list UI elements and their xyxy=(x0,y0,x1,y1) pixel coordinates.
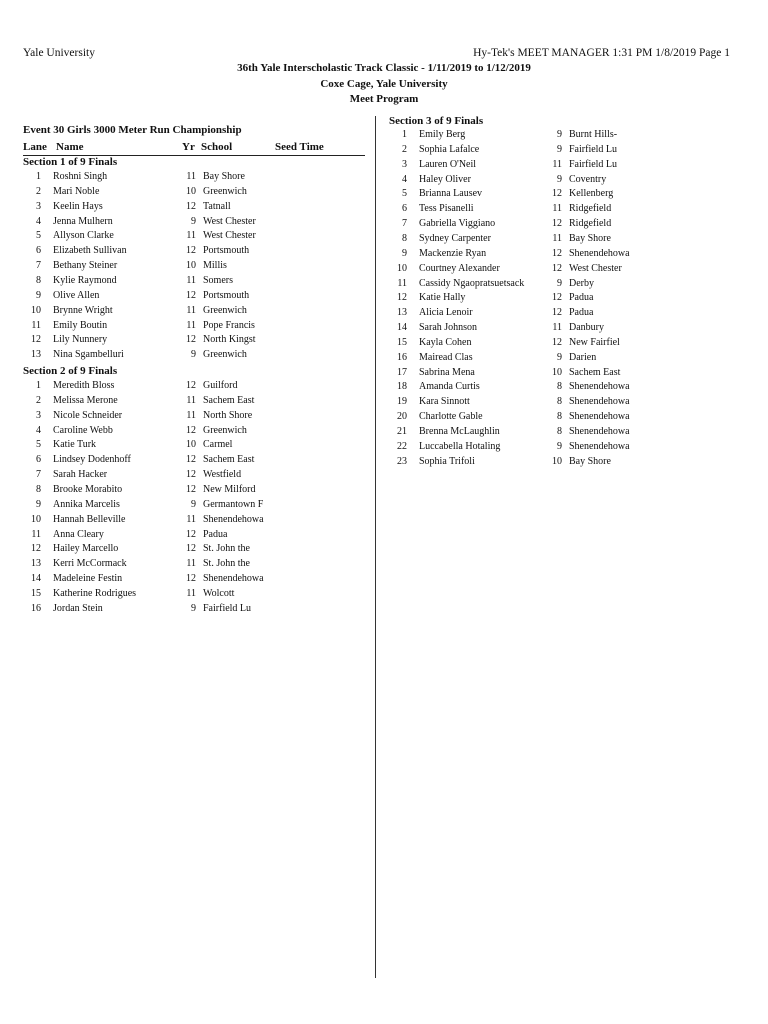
athlete-year: 8 xyxy=(557,411,562,423)
athlete-year: 10 xyxy=(186,260,196,272)
lane-number: 11 xyxy=(397,277,407,289)
athlete-name: Lindsey Dodenhoff xyxy=(53,454,131,466)
athlete-year: 11 xyxy=(186,558,196,570)
lane-number: 13 xyxy=(31,349,41,361)
section-header: Section 3 of 9 Finals xyxy=(389,115,484,127)
entry-row xyxy=(389,307,731,322)
athlete-name: Madeleine Festin xyxy=(53,573,123,584)
school-name: North Shore xyxy=(203,409,253,421)
lane-number: 11 xyxy=(31,528,41,540)
school-name: Derby xyxy=(569,277,594,289)
athlete-name: Courtney Alexander xyxy=(419,262,500,274)
lane-number: 3 xyxy=(36,409,41,421)
school-name: Carmel xyxy=(203,439,233,451)
athlete-year: 11 xyxy=(186,274,196,286)
lane-number: 15 xyxy=(397,336,407,348)
entry-row xyxy=(389,426,731,441)
athlete-name: Caroline Webb xyxy=(53,424,113,436)
lane-number: 9 xyxy=(36,498,41,510)
athlete-year: 12 xyxy=(186,334,196,346)
school-name: West Chester xyxy=(203,230,256,242)
athlete-year: 9 xyxy=(191,498,196,510)
athlete-year: 10 xyxy=(186,439,196,451)
athlete-name: Alicia Lenoir xyxy=(419,307,473,319)
lane-number: 14 xyxy=(397,322,407,333)
athlete-name: Elizabeth Sullivan xyxy=(53,245,127,257)
entry-row xyxy=(23,320,365,335)
athlete-year: 11 xyxy=(186,394,196,406)
athlete-year: 12 xyxy=(186,469,196,481)
athlete-year: 11 xyxy=(552,203,562,215)
school-name: Sachem East xyxy=(203,454,255,466)
athlete-name: Lauren O'Neil xyxy=(419,158,477,170)
athlete-name: Haley Oliver xyxy=(419,173,471,185)
athlete-year: 9 xyxy=(557,277,562,289)
entry-row xyxy=(23,514,365,529)
athlete-name: Annika Marcelis xyxy=(53,498,120,510)
athlete-year: 12 xyxy=(552,262,562,274)
lane-number: 4 xyxy=(36,424,41,436)
lane-number: 10 xyxy=(397,262,407,274)
entry-row xyxy=(23,334,365,349)
entry-row xyxy=(23,573,365,588)
athlete-year: 9 xyxy=(557,173,562,185)
entry-row xyxy=(23,469,365,484)
entry-row xyxy=(23,410,365,425)
school-name: Kellenberg xyxy=(569,188,614,200)
event-title: Event 30 Girls 3000 Meter Run Championship xyxy=(23,124,242,136)
entry-row xyxy=(23,499,365,514)
entry-row xyxy=(389,144,731,159)
athlete-name: Meredith Bloss xyxy=(53,380,115,391)
lane-number: 1 xyxy=(36,171,41,182)
athlete-year: 12 xyxy=(552,336,562,348)
lane-number: 6 xyxy=(402,203,407,215)
section-header: Section 2 of 9 Finals xyxy=(23,365,118,377)
athlete-name: Mari Noble xyxy=(53,185,100,197)
school-name: St. John the xyxy=(203,558,250,570)
lane-number: 9 xyxy=(402,247,407,259)
entry-row xyxy=(389,233,731,248)
entry-row xyxy=(23,425,365,440)
school-name: Shenendehowa xyxy=(569,426,630,437)
lane-number: 19 xyxy=(397,396,407,408)
athlete-year: 9 xyxy=(557,351,562,363)
lane-number: 8 xyxy=(36,483,41,495)
lane-number: 12 xyxy=(397,292,407,304)
lane-number: 4 xyxy=(36,215,41,227)
athlete-name: Mackenzie Ryan xyxy=(419,247,487,259)
meet-title: 36th Yale Interscholastic Track Classic - 1/11/2019 to 1/12/2019 xyxy=(237,62,531,74)
school-name: North Kingst xyxy=(203,334,256,346)
school-name: Portsmouth xyxy=(203,245,250,257)
athlete-name: Nina Sgambelluri xyxy=(53,349,124,361)
lane-number: 1 xyxy=(36,380,41,391)
school-name: Bay Shore xyxy=(569,232,611,244)
school-name: New Milford xyxy=(203,483,256,495)
entry-row xyxy=(23,439,365,454)
entry-row xyxy=(23,395,365,410)
athlete-name: Kayla Cohen xyxy=(419,336,472,348)
lane-number: 5 xyxy=(36,230,41,242)
school-name: Greenwich xyxy=(203,185,247,197)
entry-row xyxy=(23,201,365,216)
entry-row xyxy=(23,260,365,275)
lane-number: 21 xyxy=(397,426,407,437)
org-name: Yale University xyxy=(23,47,95,59)
athlete-name: Brooke Morabito xyxy=(53,483,123,495)
school-name: New Fairfiel xyxy=(569,336,620,348)
entry-row xyxy=(389,292,731,307)
athlete-year: 11 xyxy=(186,319,196,331)
school-name: Pope Francis xyxy=(203,319,255,331)
athlete-name: Kara Sinnott xyxy=(419,396,470,408)
entry-row xyxy=(389,367,731,382)
athlete-name: Amanda Curtis xyxy=(419,381,480,393)
athlete-name: Brianna Lausev xyxy=(419,188,483,200)
entry-row xyxy=(389,396,731,411)
athlete-name: Lily Nunnery xyxy=(53,334,108,346)
lane-number: 2 xyxy=(36,394,41,406)
lane-number: 7 xyxy=(36,260,41,272)
entry-row xyxy=(23,588,365,603)
school-name: Shenendehowa xyxy=(569,381,630,393)
athlete-year: 11 xyxy=(186,409,196,421)
lane-number: 4 xyxy=(402,173,407,185)
school-name: Greenwich xyxy=(203,304,247,316)
athlete-name: Brenna McLaughlin xyxy=(419,426,500,437)
athlete-name: Bethany Steiner xyxy=(53,260,118,272)
entry-row xyxy=(23,454,365,469)
athlete-year: 10 xyxy=(552,366,562,378)
lane-number: 6 xyxy=(36,245,41,257)
lane-number: 1 xyxy=(402,129,407,140)
athlete-name: Sabrina Mena xyxy=(419,366,475,378)
athlete-year: 9 xyxy=(191,215,196,227)
school-name: Burnt Hills- xyxy=(569,129,618,140)
meet-program-title: Meet Program xyxy=(349,93,419,105)
athlete-name: Tess Pisanelli xyxy=(419,203,474,215)
athlete-name: Cassidy Ngaopratsuetsack xyxy=(419,277,525,289)
athlete-year: 12 xyxy=(186,454,196,466)
entry-row xyxy=(23,543,365,558)
lane-number: 17 xyxy=(397,366,407,378)
school-name: Shenendehowa xyxy=(203,573,264,584)
col-school: School xyxy=(201,141,233,153)
entry-row xyxy=(389,218,731,233)
school-name: Darien xyxy=(569,351,597,363)
lane-number: 10 xyxy=(31,304,41,316)
athlete-year: 8 xyxy=(557,396,562,408)
athlete-year: 12 xyxy=(186,573,196,584)
athlete-year: 11 xyxy=(186,171,196,182)
school-name: Bay Shore xyxy=(203,171,245,182)
col-lane: Lane xyxy=(23,141,47,153)
athlete-name: Emily Berg xyxy=(419,129,466,140)
athlete-year: 11 xyxy=(186,230,196,242)
entry-row xyxy=(389,352,731,367)
athlete-year: 8 xyxy=(557,426,562,437)
athlete-year: 10 xyxy=(552,455,562,467)
athlete-year: 12 xyxy=(186,543,196,555)
school-name: Padua xyxy=(569,307,594,319)
entry-row xyxy=(23,529,365,544)
athlete-year: 9 xyxy=(191,602,196,614)
athlete-name: Kylie Raymond xyxy=(53,274,117,286)
entry-row xyxy=(389,159,731,174)
athlete-name: Katie Turk xyxy=(53,439,97,451)
col-name: Name xyxy=(56,141,84,153)
school-name: Sachem East xyxy=(203,394,255,406)
entry-row xyxy=(389,411,731,426)
school-name: Danbury xyxy=(569,322,604,333)
entry-row xyxy=(23,305,365,320)
school-name: Fairfield Lu xyxy=(569,158,618,170)
athlete-name: Nicole Schneider xyxy=(53,409,123,421)
entry-row xyxy=(389,129,731,144)
school-name: Greenwich xyxy=(203,349,247,361)
entry-row xyxy=(389,456,731,471)
athlete-name: Jordan Stein xyxy=(53,602,103,614)
column-header xyxy=(23,141,365,156)
lane-number: 20 xyxy=(397,411,407,423)
entry-row xyxy=(389,322,731,337)
lane-number: 8 xyxy=(36,274,41,286)
lane-number: 7 xyxy=(36,469,41,481)
col-seed-time: Seed Time xyxy=(275,141,324,153)
athlete-name: Charlotte Gable xyxy=(419,411,483,423)
lane-number: 23 xyxy=(397,455,407,467)
entry-row xyxy=(389,337,731,352)
athlete-year: 12 xyxy=(552,188,562,200)
school-name: Shenendehowa xyxy=(569,411,630,423)
athlete-name: Kerri McCormack xyxy=(53,558,127,570)
athlete-name: Sydney Carpenter xyxy=(419,232,491,244)
entry-row xyxy=(389,263,731,278)
athlete-name: Allyson Clarke xyxy=(53,230,114,242)
athlete-name: Gabriella Viggiano xyxy=(419,218,496,230)
entry-row xyxy=(23,275,365,290)
school-name: Greenwich xyxy=(203,424,247,436)
entry-row xyxy=(23,558,365,573)
school-name: St. John the xyxy=(203,543,250,555)
school-name: Millis xyxy=(203,260,227,272)
entry-row xyxy=(23,245,365,260)
col-yr: Yr xyxy=(182,141,195,153)
athlete-name: Sarah Hacker xyxy=(53,469,108,481)
meet-venue: Coxe Cage, Yale University xyxy=(320,78,448,90)
athlete-year: 11 xyxy=(186,513,196,525)
lane-number: 12 xyxy=(31,334,41,346)
athlete-name: Hailey Marcello xyxy=(53,543,119,555)
entry-row xyxy=(23,603,365,618)
athlete-year: 9 xyxy=(557,129,562,140)
athlete-year: 9 xyxy=(557,440,562,452)
athlete-name: Katherine Rodrigues xyxy=(53,587,137,599)
lane-number: 18 xyxy=(397,381,407,393)
athlete-name: Katie Hally xyxy=(419,292,466,304)
school-name: Wolcott xyxy=(203,587,235,599)
lane-number: 16 xyxy=(397,351,407,363)
lane-number: 11 xyxy=(31,319,41,331)
lane-number: 5 xyxy=(36,439,41,451)
school-name: Fairfield Lu xyxy=(203,602,252,614)
athlete-name: Brynne Wright xyxy=(53,304,113,316)
athlete-name: Roshni Singh xyxy=(53,171,108,182)
athlete-name: Sophia Trifoli xyxy=(419,455,475,467)
entry-row xyxy=(389,188,731,203)
school-name: Germantown F xyxy=(203,498,264,510)
athlete-name: Anna Cleary xyxy=(53,528,104,540)
school-name: Coventry xyxy=(569,173,607,185)
school-name: Shenendehowa xyxy=(203,513,264,525)
entry-row xyxy=(389,248,731,263)
athlete-year: 11 xyxy=(186,304,196,316)
athlete-name: Melissa Merone xyxy=(53,394,118,406)
school-name: West Chester xyxy=(203,215,256,227)
athlete-year: 9 xyxy=(557,143,562,155)
athlete-name: Emily Boutin xyxy=(53,319,108,331)
school-name: Westfield xyxy=(203,469,242,481)
school-name: Shenendehowa xyxy=(569,440,630,452)
athlete-year: 11 xyxy=(186,587,196,599)
school-name: Fairfield Lu xyxy=(569,143,618,155)
lane-number: 14 xyxy=(31,573,41,584)
school-name: Tatnall xyxy=(203,200,231,212)
lane-number: 3 xyxy=(36,200,41,212)
entry-row xyxy=(389,381,731,396)
column-divider xyxy=(375,116,376,978)
entry-row xyxy=(23,216,365,231)
school-name: Ridgefield xyxy=(569,203,612,215)
school-name: Padua xyxy=(569,292,594,304)
lane-number: 7 xyxy=(402,218,407,230)
lane-number: 10 xyxy=(31,513,41,525)
athlete-year: 11 xyxy=(552,232,562,244)
school-name: Somers xyxy=(203,274,233,286)
entry-row xyxy=(389,203,731,218)
school-name: Padua xyxy=(203,528,228,540)
lane-number: 13 xyxy=(31,558,41,570)
athlete-year: 10 xyxy=(186,185,196,197)
school-name: Shenendehowa xyxy=(569,247,630,259)
entry-row xyxy=(23,171,365,186)
entry-row xyxy=(389,174,731,189)
software-stamp: Hy-Tek's MEET MANAGER 1:31 PM 1/8/2019 Page 1 xyxy=(473,47,730,59)
athlete-year: 11 xyxy=(552,322,562,333)
athlete-name: Keelin Hays xyxy=(53,200,103,212)
athlete-year: 12 xyxy=(552,292,562,304)
athlete-name: Olive Allen xyxy=(53,289,100,301)
entry-row xyxy=(23,349,365,364)
entry-row xyxy=(23,290,365,305)
athlete-name: Hannah Belleville xyxy=(53,513,126,525)
athlete-year: 12 xyxy=(552,247,562,259)
lane-number: 16 xyxy=(31,602,41,614)
lane-number: 2 xyxy=(36,185,41,197)
entry-row xyxy=(23,380,365,395)
athlete-year: 9 xyxy=(191,349,196,361)
lane-number: 3 xyxy=(402,158,407,170)
athlete-year: 12 xyxy=(552,218,562,230)
lane-number: 15 xyxy=(31,587,41,599)
athlete-year: 12 xyxy=(186,380,196,391)
athlete-name: Luccabella Hotaling xyxy=(419,440,501,452)
school-name: West Chester xyxy=(569,262,622,274)
lane-number: 22 xyxy=(397,440,407,452)
lane-number: 13 xyxy=(397,307,407,319)
athlete-name: Sarah Johnson xyxy=(419,322,478,333)
athlete-year: 11 xyxy=(552,158,562,170)
athlete-year: 12 xyxy=(552,307,562,319)
athlete-year: 12 xyxy=(186,245,196,257)
lane-number: 5 xyxy=(402,188,407,200)
athlete-year: 12 xyxy=(186,200,196,212)
lane-number: 6 xyxy=(36,454,41,466)
athlete-year: 12 xyxy=(186,289,196,301)
athlete-name: Sophia Lafalce xyxy=(419,143,480,155)
athlete-year: 12 xyxy=(186,483,196,495)
entry-row xyxy=(23,230,365,245)
school-name: Shenendehowa xyxy=(569,396,630,408)
school-name: Guilford xyxy=(203,380,238,391)
athlete-name: Mairead Clas xyxy=(419,351,473,363)
school-name: Sachem East xyxy=(569,366,621,378)
school-name: Ridgefield xyxy=(569,218,612,230)
lane-number: 8 xyxy=(402,232,407,244)
school-name: Portsmouth xyxy=(203,289,250,301)
athlete-year: 8 xyxy=(557,381,562,393)
lane-number: 12 xyxy=(31,543,41,555)
lane-number: 2 xyxy=(402,143,407,155)
section-header: Section 1 of 9 Finals xyxy=(23,156,118,168)
athlete-year: 12 xyxy=(186,424,196,436)
athlete-name: Jenna Mulhern xyxy=(53,215,113,227)
lane-number: 9 xyxy=(36,289,41,301)
school-name: Bay Shore xyxy=(569,455,611,467)
entry-row xyxy=(23,484,365,499)
entry-row xyxy=(389,441,731,456)
entry-row xyxy=(389,278,731,293)
entry-row xyxy=(23,186,365,201)
athlete-year: 12 xyxy=(186,528,196,540)
